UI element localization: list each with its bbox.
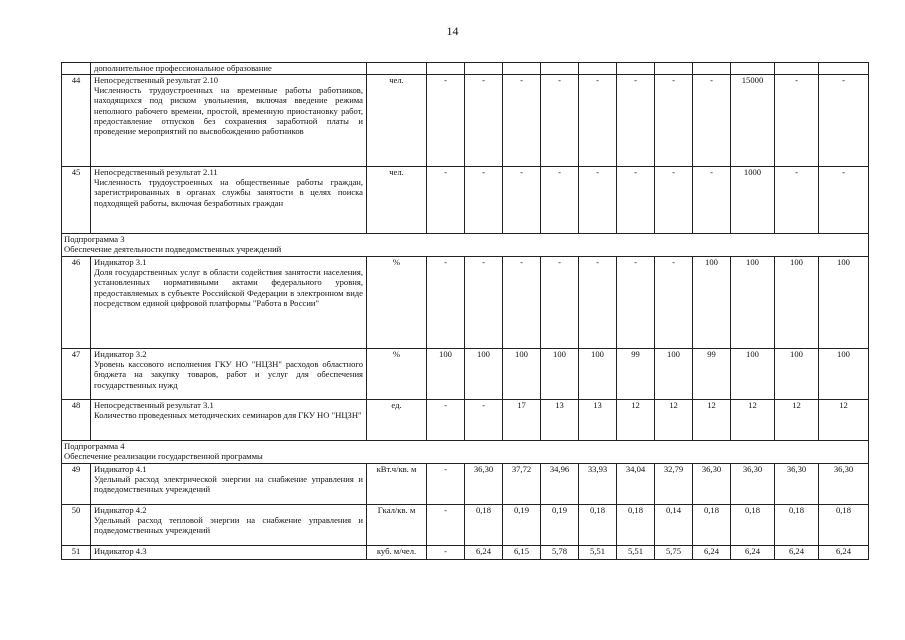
value-cell: 100 (503, 349, 541, 400)
value-cell: 13 (541, 400, 579, 441)
value-cell: 100 (775, 257, 819, 349)
value-cell: 36,30 (819, 464, 869, 505)
value-cell: - (503, 167, 541, 234)
value-cell: - (819, 75, 869, 167)
row-number: 46 (62, 257, 91, 349)
value-cell: - (503, 75, 541, 167)
unit-cell: куб. м/чел. (367, 546, 427, 560)
value-cell: - (541, 167, 579, 234)
section-row (62, 441, 869, 464)
value-cell: - (465, 257, 503, 349)
value-cell: - (579, 75, 617, 167)
indicator-title: Непосредственный результат 2.11 (94, 167, 218, 177)
section-title: Подпрограмма 3 (64, 234, 125, 244)
value-cell: - (427, 505, 465, 546)
indicator-title: Индикатор 3.1 (94, 257, 147, 267)
value-cell: - (427, 400, 465, 441)
indicator-title: Индикатор 4.2 (94, 505, 147, 515)
value-cell: 99 (693, 349, 731, 400)
table-row (62, 349, 869, 400)
value-cell: 100 (731, 257, 775, 349)
row-number: 51 (62, 546, 91, 560)
indicator-text: Численность трудоустроенных на временные работы работников, находящихся под риском увольнения, включая введение режима неполного рабочего времени, простой, временную приостановку работ, предоставление отпусков без сохранения заработной платы и проведение мероприятий по высвобождению работников (94, 85, 363, 137)
section-subtitle: Обеспечение реализации государственной программы (64, 451, 263, 462)
value-cell: - (541, 75, 579, 167)
unit-cell: % (367, 349, 427, 400)
indicator-title: Индикатор 4.3 (94, 546, 147, 556)
section-heading (62, 441, 869, 464)
value-cell: 34,96 (541, 464, 579, 505)
value-cell: 0,18 (465, 505, 503, 546)
value-cell: 32,79 (655, 464, 693, 505)
value-cell: 13 (579, 400, 617, 441)
value-cell: 100 (819, 257, 869, 349)
value-cell: - (579, 257, 617, 349)
value-cell: 12 (617, 400, 655, 441)
value-cell: 33,93 (579, 464, 617, 505)
unit-cell: чел. (367, 167, 427, 234)
value-cell: - (775, 75, 819, 167)
indicator-text: Количество проведенных методических семинаров для ГКУ НО "НЦЗН" (94, 410, 362, 421)
row-number: 48 (62, 400, 91, 441)
row-number: 50 (62, 505, 91, 546)
value-cell: 37,72 (503, 464, 541, 505)
value-cell: - (579, 167, 617, 234)
indicator-description (91, 167, 367, 234)
indicator-description (91, 257, 367, 349)
value-cell: 100 (541, 349, 579, 400)
value-cell: - (819, 167, 869, 234)
indicator-text: Доля государственных услуг в области содействия занятости населения, установленных нормативными актами федерального уровня, предоставляемых в субъекте Российской Федерации в электронном виде посредством единой цифровой платформы "Работа в России" (94, 267, 363, 308)
row-number: 49 (62, 464, 91, 505)
table-row (62, 167, 869, 234)
value-cell: 100 (731, 349, 775, 400)
indicator-title: Непосредственный результат 2.10 (94, 75, 219, 85)
table-row (62, 400, 869, 441)
value-cell: 36,30 (693, 464, 731, 505)
value-cell: 100 (819, 349, 869, 400)
value-cell: 100 (579, 349, 617, 400)
indicator-text: Удельный расход тепловой энергии на снабжение управления и подведомственных учреждений (94, 515, 363, 536)
section-heading (62, 234, 869, 257)
row-number: 47 (62, 349, 91, 400)
table-row (62, 464, 869, 505)
value-cell: 100 (427, 349, 465, 400)
indicator-text: Уровень кассового исполнения ГКУ НО "НЦЗН" расходов областного бюджета на закупку товаров, работ и услуг для обеспечения государственных нужд (94, 359, 363, 390)
value-cell: 5,78 (541, 546, 579, 560)
value-cell: 17 (503, 400, 541, 441)
value-cell: 100 (655, 349, 693, 400)
value-cell: - (427, 257, 465, 349)
value-cell: 6,24 (775, 546, 819, 560)
value-cell: 34,04 (617, 464, 655, 505)
indicator-description (91, 400, 367, 441)
unit-cell: кВт.ч/кв. м (367, 464, 427, 505)
page-number: 14 (446, 24, 459, 38)
indicator-title: Непосредственный результат 3.1 (94, 400, 214, 410)
value-cell: - (427, 464, 465, 505)
indicator-title: Индикатор 4.1 (94, 464, 147, 474)
value-cell: - (427, 75, 465, 167)
value-cell: 5,51 (579, 546, 617, 560)
indicator-description (91, 349, 367, 400)
value-cell: 6,24 (465, 546, 503, 560)
table-row (62, 75, 869, 167)
value-cell: 6,15 (503, 546, 541, 560)
value-cell: - (541, 257, 579, 349)
value-cell: - (617, 257, 655, 349)
value-cell: 0,14 (655, 505, 693, 546)
row-number: 45 (62, 167, 91, 234)
table-row (62, 257, 869, 349)
indicators-table (61, 62, 869, 560)
indicator-title: Индикатор 3.2 (94, 349, 147, 359)
value-cell: 12 (731, 400, 775, 441)
section-title: Подпрограмма 4 (64, 441, 125, 451)
value-cell: - (655, 75, 693, 167)
section-row (62, 234, 869, 257)
value-cell: 6,24 (731, 546, 775, 560)
value-cell: - (503, 257, 541, 349)
unit-cell: ед. (367, 400, 427, 441)
section-subtitle: Обеспечение деятельности подведомственных учреждений (64, 244, 282, 255)
value-cell: - (655, 167, 693, 234)
table-body (62, 63, 869, 560)
value-cell: 5,51 (617, 546, 655, 560)
unit-cell: чел. (367, 75, 427, 167)
value-cell: - (617, 167, 655, 234)
table-row (62, 546, 869, 560)
value-cell: 100 (693, 257, 731, 349)
value-cell: - (775, 167, 819, 234)
value-cell: - (693, 167, 731, 234)
value-cell: - (693, 75, 731, 167)
value-cell: 6,24 (819, 546, 869, 560)
value-cell: 0,18 (819, 505, 869, 546)
value-cell: 0,18 (731, 505, 775, 546)
value-cell: 12 (819, 400, 869, 441)
value-cell: 100 (775, 349, 819, 400)
value-cell: 0,19 (541, 505, 579, 546)
value-cell: 12 (655, 400, 693, 441)
value-cell: 1000 (731, 167, 775, 234)
value-cell: 5,75 (655, 546, 693, 560)
continuation-text: дополнительное профессиональное образование (91, 63, 367, 75)
indicator-description (91, 464, 367, 505)
value-cell: 12 (693, 400, 731, 441)
table-row-continuation (62, 63, 869, 75)
value-cell: 15000 (731, 75, 775, 167)
value-cell: 99 (617, 349, 655, 400)
value-cell: - (655, 257, 693, 349)
value-cell: - (465, 400, 503, 441)
table-row (62, 505, 869, 546)
value-cell: 100 (465, 349, 503, 400)
value-cell: 0,18 (775, 505, 819, 546)
value-cell: - (427, 546, 465, 560)
value-cell: - (617, 75, 655, 167)
value-cell: 0,18 (617, 505, 655, 546)
value-cell: 0,18 (693, 505, 731, 546)
value-cell: - (427, 167, 465, 234)
unit-cell: % (367, 257, 427, 349)
unit-cell: Гкал/кв. м (367, 505, 427, 546)
value-cell: 6,24 (693, 546, 731, 560)
indicator-text: Удельный расход электрической энергии на снабжение управления и подведомственных учреждений (94, 474, 363, 495)
value-cell: 12 (775, 400, 819, 441)
value-cell: 36,30 (465, 464, 503, 505)
indicator-description (91, 75, 367, 167)
value-cell: - (465, 75, 503, 167)
row-number: 44 (62, 75, 91, 167)
value-cell: - (465, 167, 503, 234)
value-cell: 0,18 (579, 505, 617, 546)
indicator-text: Численность трудоустроенных на общественные работы граждан, зарегистрированных в органах службы занятости в целях поиска подходящей работы, включая безработных граждан (94, 177, 363, 208)
row-number-cell (62, 63, 91, 75)
indicator-description (91, 546, 367, 560)
value-cell: 36,30 (775, 464, 819, 505)
value-cell: 0,19 (503, 505, 541, 546)
value-cell: 36,30 (731, 464, 775, 505)
indicator-description (91, 505, 367, 546)
